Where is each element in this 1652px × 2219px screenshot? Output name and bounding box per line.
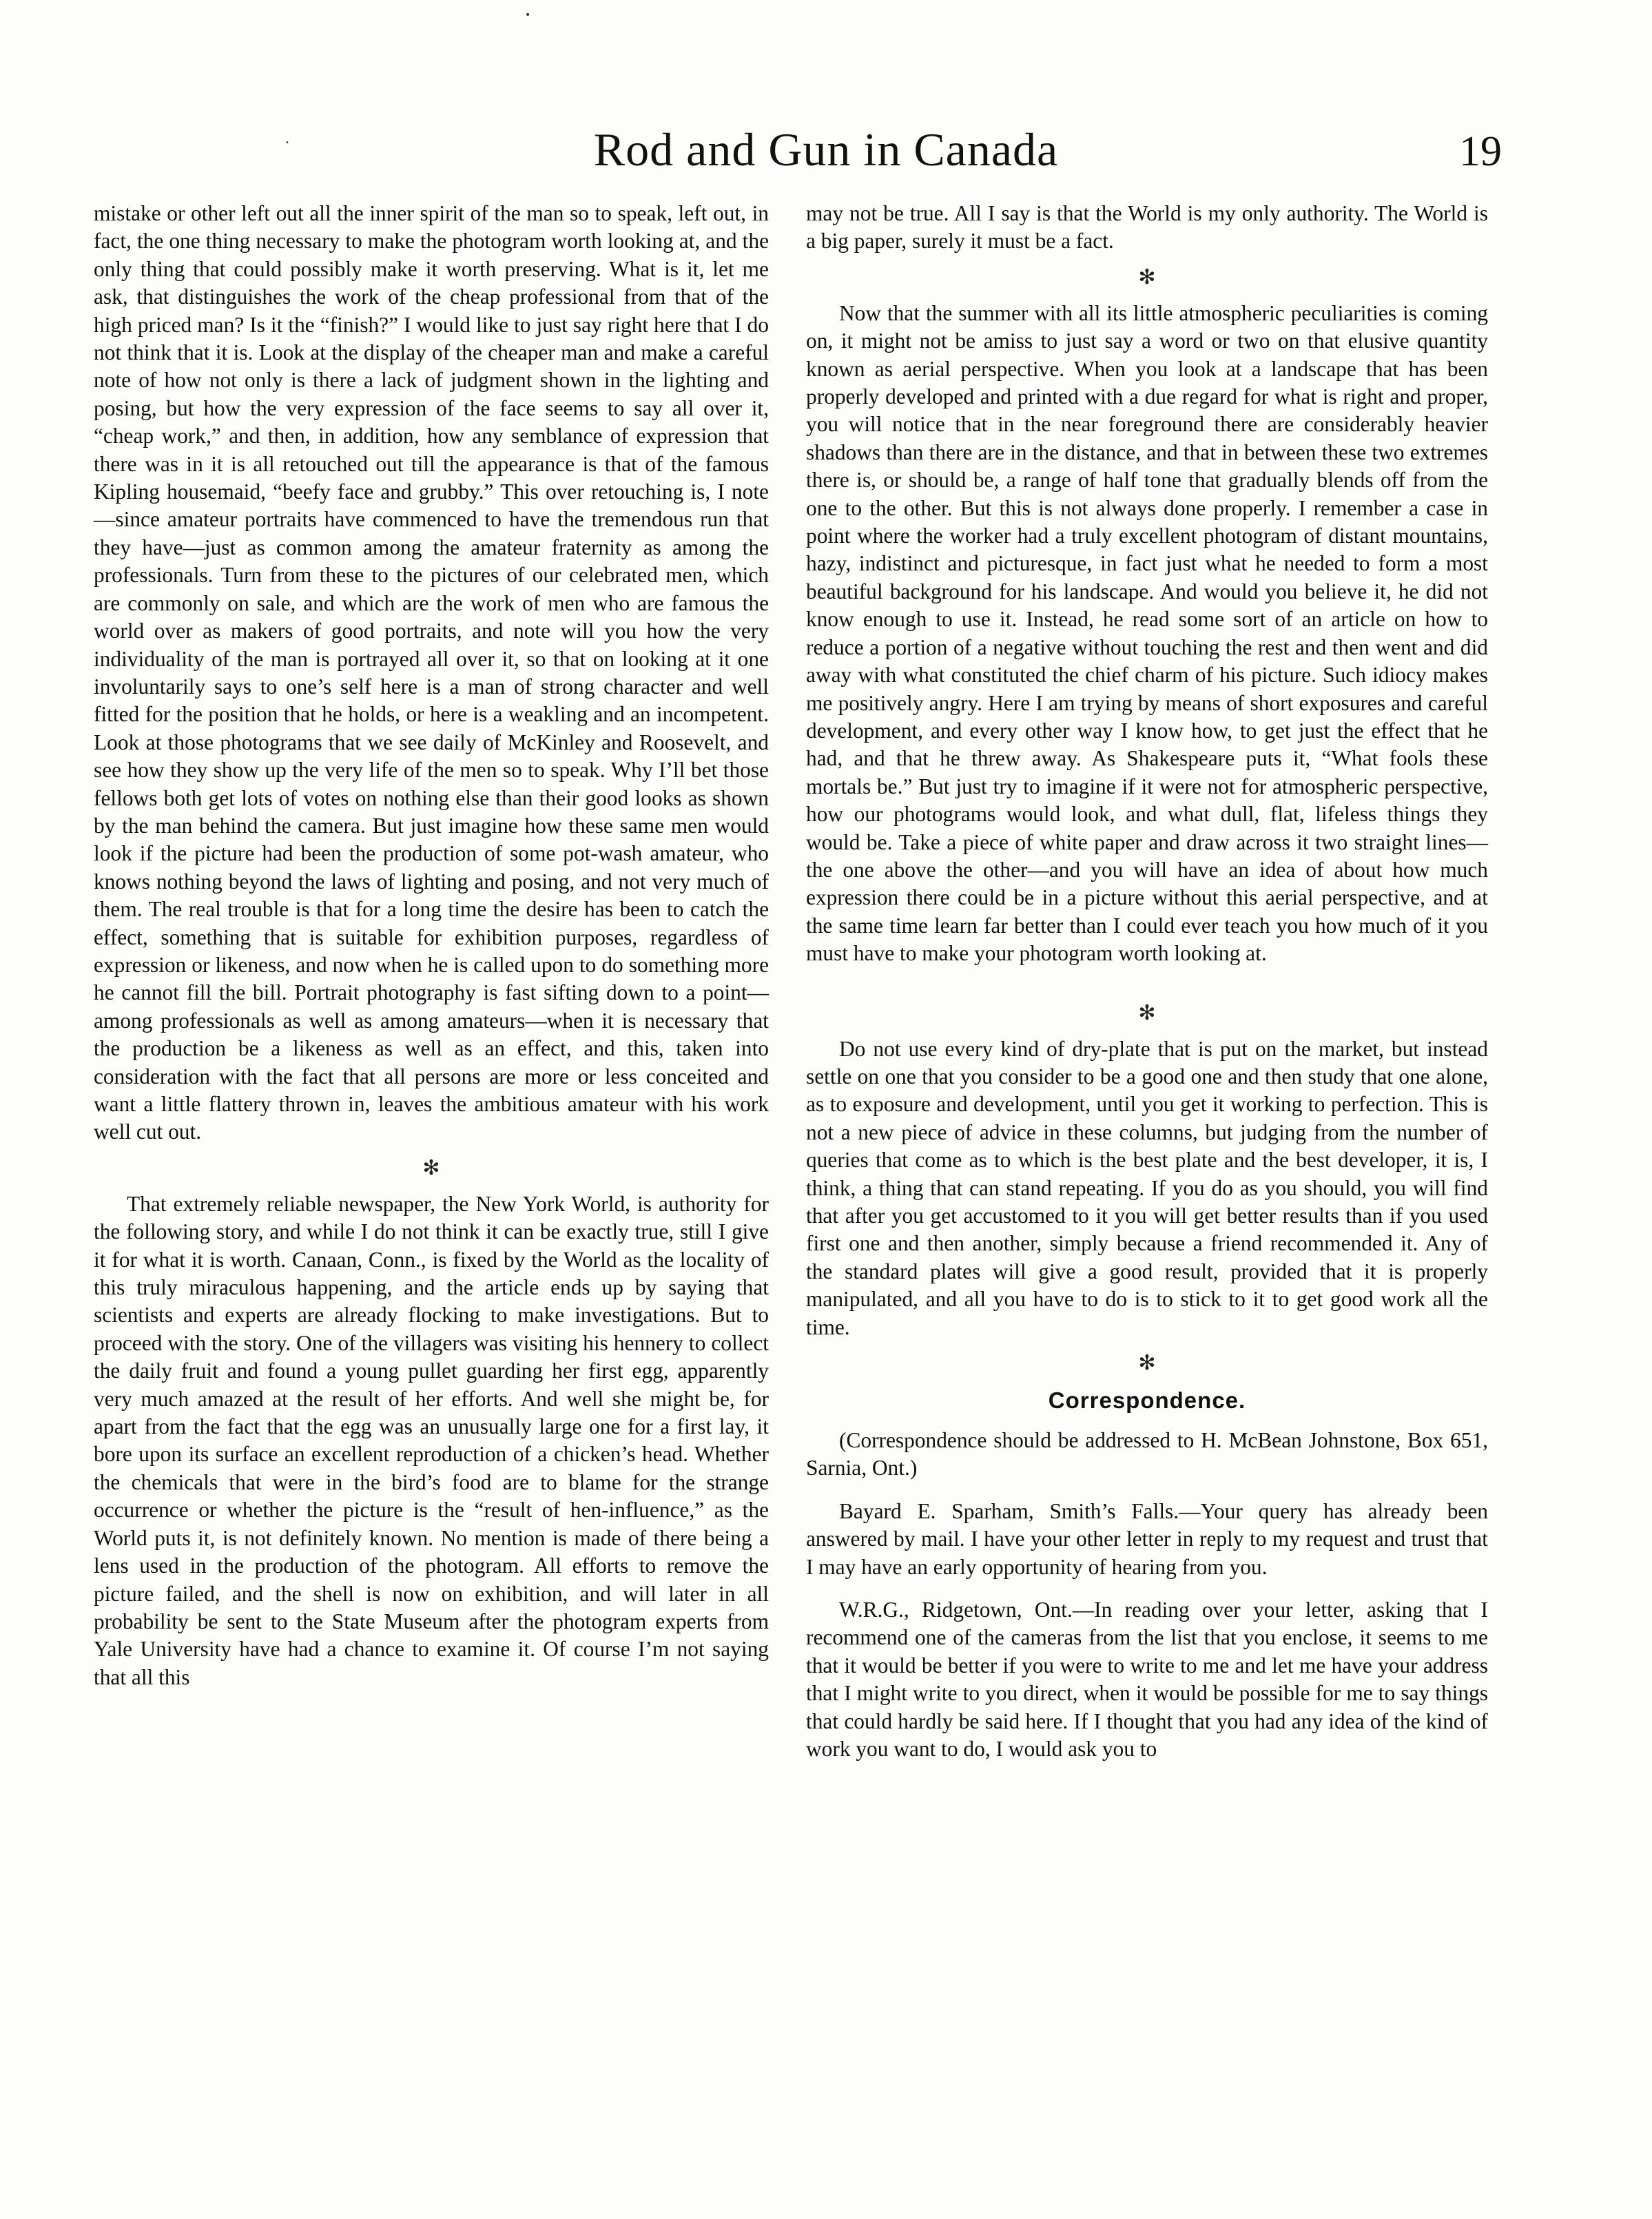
correspondence-reply: W.R.G., Ridgetown, Ont.—In reading over your letter, asking that I recommend one of the cameras from the list that you enclose, it seems to me that it would be better if you were to write to me and let me have your address that I might write to you direct, when it would be possible for me to say things that could hardly be said here. If I thought that you had any idea of the kind of work you want to do, I would ask you to [806, 1598, 1488, 1762]
article-paragraph: may not be true. All I say is that the World is my only authority. The World is a big paper, surely it must be a fact. [806, 201, 1488, 254]
correspondence-note: (Correspondence should be addressed to H. McBean Johnstone, Box 651, Sarnia, Ont.) [806, 1428, 1488, 1480]
correspondence-reply: Bayard E. Sparham, Smith’s Falls.—Your query has already been answered by mail. I have your other letter in reply to my request and trust that I may have an early opportunity of hearing from you. [806, 1498, 1488, 1579]
section-heading: Correspondence. [1048, 1387, 1246, 1414]
article-paragraph: That extremely reliable newspaper, the New York World, is authority for the following story, and while I do not think it can be exactly true, still I give it for what it is worth. Canaan, Conn., is fixed by the World as the locality of this truly miraculous happening, and the article ends up by saying that scientists and experts are already flocking to make investigations. But to proceed with the story. One of the villagers was visiting his hennery to collect the daily fruit and found a young pullet guarding her first egg, apparently very much amazed at the result of her efforts. And well she might be, for apart from the fact that the egg was an unusually large one for a first lay, it bore upon its surface an excellent reproduction of a chicken’s head. Whether the chemicals that were in the bird’s food are to blame for the strange occurrence or whether the picture is the “result of hen-influence,” as the World puts it, is not definitely known. No mention is made of there being a lens used in the production of the photogram. All efforts to remove the picture failed, and the shell is now on exhibition, and will later in all probability be sent to the State Museum after the photogram experts from Yale University have had a chance to examine it. Of course I’m not saying that all this [94, 1191, 769, 1689]
running-header-title: Rod and Gun in Canada [593, 123, 1059, 176]
article-paragraph: Now that the summer with all its little atmospheric peculiarities is coming on, it might not be amiss to just say a word or two on that elusive quantity known as aerial perspective. When you look at a landscape that has been properly developed and printed with a due regard for what is right and proper, you will notice that in the near foreground there are considerably heavier shadows than there are in the distance, and that in between these two extremes there is, or should be, a range of half tone that gradually blends off from the one to the other. But this is not always done properly. I remember a case in point where the worker had a truly excellent photogram of distant mountains, hazy, indistinct and picturesque, in fact just what he needed to form a most beautiful background for his landscape. And would you believe it, he did not know enough to use it. Instead, he read some sort of an article on how to reduce a portion of a negative without touching the rest and then went and did away with what constituted the chief charm of his picture. Such idiocy makes me positively angry. Here I am trying by means of short exposures and careful development, and every other way I know how, to get just the effect that he had, and that he threw away. As Shakespeare puts it, “What fools these mortals be.” But just try to imagine if it were not for atmospheric perspective, how our photograms would look, and what dull, flat, lifeless things they would be. Take a piece of white paper and draw across it two straight lines—the one above the other—and you will have an idea of about how much expression there could be in a picture without this aerial perspective, and at the same time learn far better than I could ever teach you how much of it you must have to make your photogram worth looking at. [806, 300, 1488, 966]
article-paragraph: mistake or other left out all the inner spirit of the man so to speak, left out, in fact, the one thing necessary to make the photogram worth looking at, and the only thing that could possibly make it worth preserving. What is it, let me ask, that distinguishes the work of the cheap professional from that of the high priced man? Is it the “finish?” I would like to just say right here that I do not think that it is. Look at the display of the cheaper man and make a careful note of how not only is there a lack of judgment shown in the lighting and posing, but how the very expression of the face seems to say all over it, “cheap work,” and then, in addition, how any semblance of expression that there was in it is all retouched out till the appearance is that of the famous Kipling housemaid, “beefy face and grubby.” This over retouching is, I note—since amateur portraits have commenced to have the tremendous run that they have—just as common among the amateur fraternity as among the professionals. Turn from these to the pictures of our celebrated men, which are commonly on sale, and which are the work of men who are famous the world over as makers of good portraits, and note will you how the very individuality of the man is portrayed all over it, so that on looking at it one involuntarily says to one’s self here is a man of strong character and well fitted for the position that he holds, or here is a weakling and an incompetent. Look at those photograms that we see daily of McKinley and Roosevelt, and see how they show up the very life of the men so to speak. Why I’ll bet those fellows both get lots of votes on nothing else than their good looks as shown by the man behind the camera. But just imagine how these same men would look if the picture had been the production of some pot-wash amateur, who knows nothing beyond the laws of lighting and posing, and not very much of them. The real trouble is that for a long time the desire has been to catch the effect, something that is suitable for exhibition purposes, regardless of expression or likeness, and now when he is called upon to do something more he cannot fill the bill. Portrait photography is fast sifting down to a point—among professionals as well as among amateurs—when it is necessary that the production be a likeness as well as an effect, and this, taken into consideration with the fact that all persons are more or less conceited and want a little flattery thrown in, leaves the ambitious amateur with his work well cut out. [94, 201, 769, 1144]
print-speck: • [525, 10, 531, 21]
section-divider-ornament-icon: ✻ [1138, 265, 1156, 289]
print-speck: • [285, 139, 289, 147]
left-column [94, 200, 769, 1691]
section-divider-ornament-icon: ✻ [1138, 1351, 1156, 1376]
section-divider-ornament-icon: ✻ [1138, 1000, 1156, 1025]
page-number: 19 [1459, 128, 1502, 175]
article-paragraph: Do not use every kind of dry-plate that is put on the market, but instead settle on one that you consider to be a good one and then study that one alone, as to exposure and development, until you get it working to perfection. This is not a new piece of advice in these columns, but judging from the number of queries that come as to which is the best plate and the best developer, it is, I think, a thing that can stand repeating. If you do as you should, you will find that after you get accustomed to it you will get better results than if you used first one and then another, simply because a friend recommended it. Any of the standard plates will give a good result, provided that it is properly manipulated, and all you have to do is to stick to it to get good work all the time. [806, 1036, 1488, 1339]
section-divider-ornament-icon: ✻ [422, 1155, 440, 1180]
right-column [806, 200, 1488, 1764]
